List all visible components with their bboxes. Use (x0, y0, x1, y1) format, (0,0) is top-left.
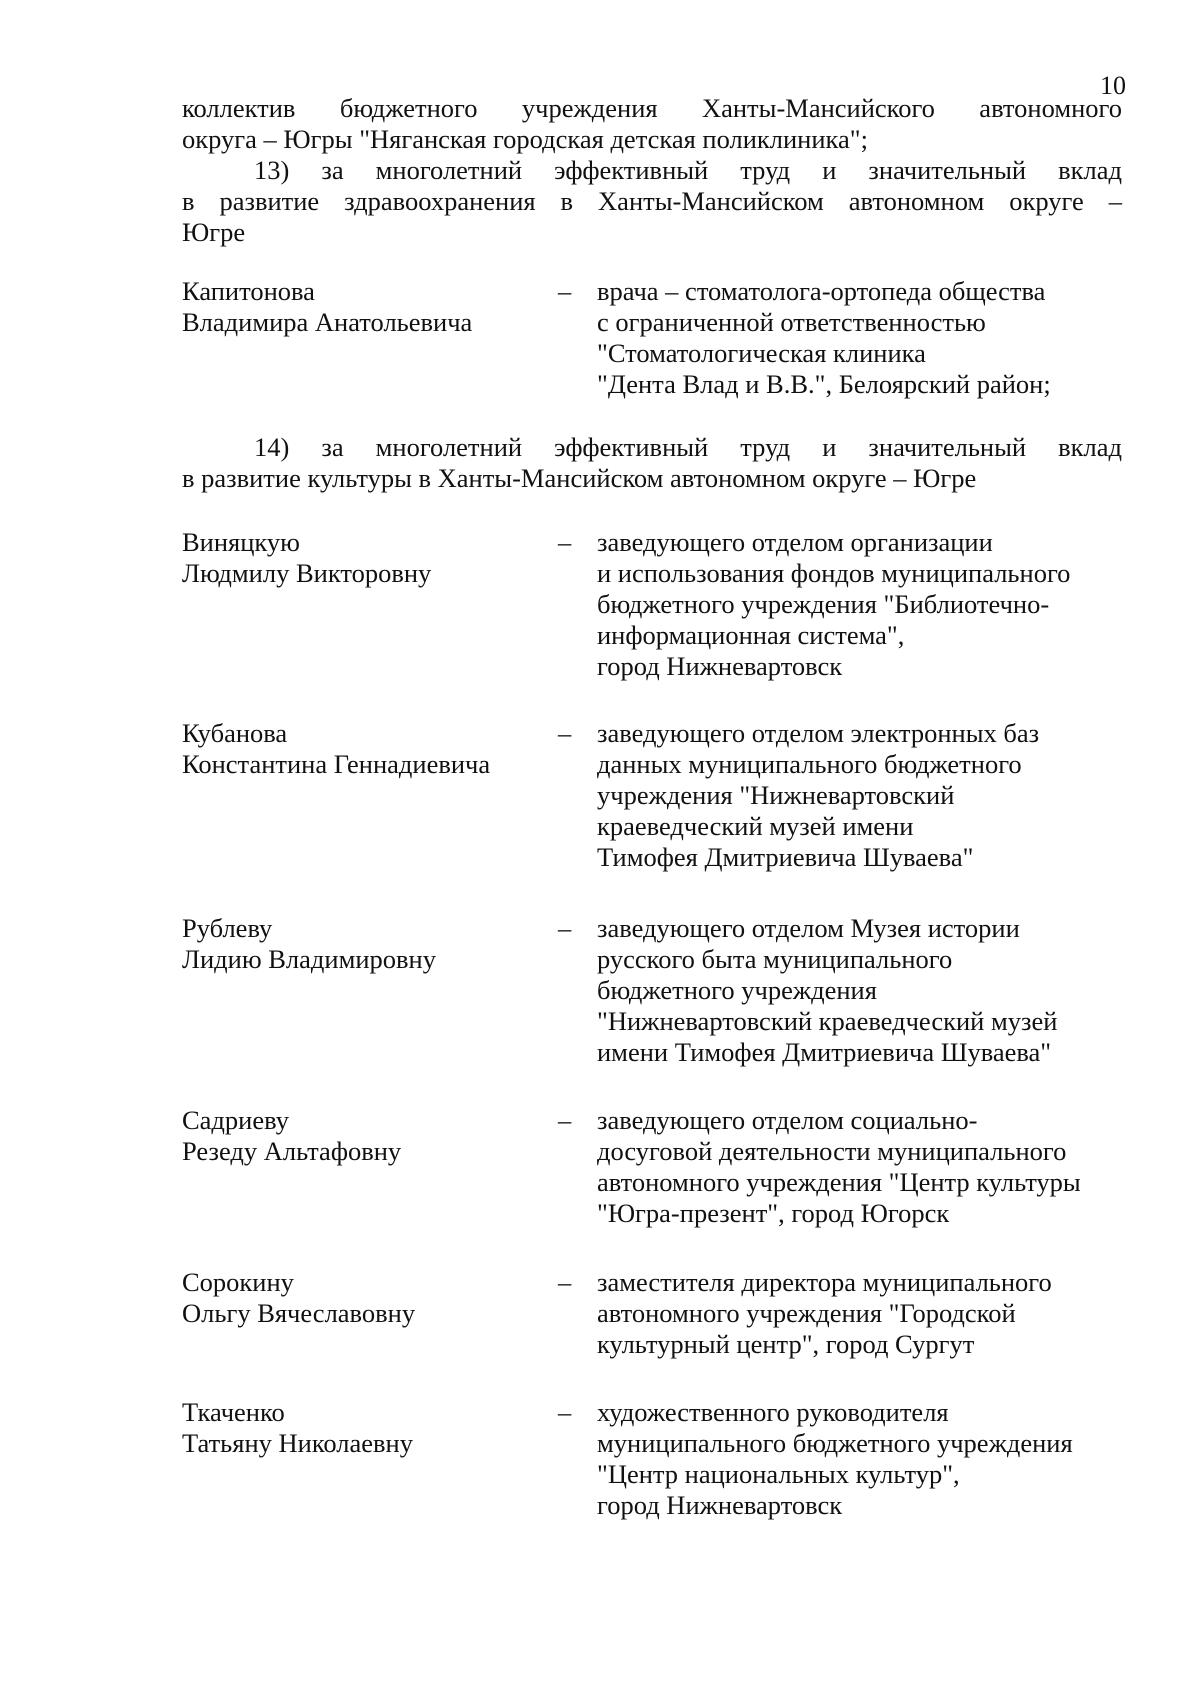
person-position: художественного руководителя муниципального бюджетного учреждения "Центр национальных культур", город Нижневартовск (597, 1397, 1073, 1520)
section-line: Югре (182, 217, 246, 247)
person-position: заведующего отделом организации и использования фондов муниципального бюджетного учреждения "Библиотечно- информационная система", город Нижневартовск (597, 527, 1071, 681)
entry-dash: – (558, 1105, 572, 1135)
person-name: Сорокину Ольгу Вячеславовну (182, 1267, 416, 1328)
person-position: заведующего отделом Музея истории русского быта муниципального бюджетного учреждения "Нижневартовский краеведческий музей имени Тимофея Дмитриевича Шуваева" (597, 913, 1058, 1067)
section-line: 13) за многолетний эффективный труд и значительный вклад (254, 155, 1122, 185)
entry-dash: – (558, 718, 572, 748)
section-line: 14) за многолетний эффективный труд и значительный вклад (254, 432, 1122, 462)
person-position: заведующего отделом социально- досуговой деятельности муниципального автономного учреждения "Центр культуры "Югра-презент", город Югорск (597, 1105, 1081, 1228)
intro-paragraph (182, 93, 1122, 155)
section-line: в развитие здравоохранения в Ханты-Мансийском автономном округе – (182, 186, 1122, 216)
person-name: Виняцкую Людмилу Викторовну (182, 527, 432, 588)
person-position: заведующего отделом электронных баз данных муниципального бюджетного учреждения "Нижневартовский краеведческий музей имени Тимофея Дмитриевича Шуваева" (597, 718, 1040, 872)
person-name: Садриеву Резеду Альтафовну (182, 1105, 402, 1166)
entry-dash: – (558, 913, 572, 943)
person-name: Кубанова Константина Геннадиевича (182, 718, 491, 779)
section-13-heading (182, 155, 1122, 248)
person-name: Рублеву Лидию Владимировну (182, 913, 436, 974)
intro-line: округа – Югры "Няганская городская детская поликлиника"; (182, 124, 868, 154)
section-line: в развитие культуры в Ханты-Мансийском автономном округе – Югре (182, 463, 977, 493)
person-position: врача – стоматолога-ортопеда общества с ограниченной ответственностью "Стоматологическая клиника "Дента Влад и В.В.", Белоярский район; (597, 276, 1051, 399)
section-14-heading (182, 432, 1122, 494)
intro-line: коллектив бюджетного учреждения Ханты-Мансийского автономного (182, 93, 1122, 123)
person-name: Ткаченко Татьяну Николаевну (182, 1397, 413, 1458)
entry-dash: – (558, 1397, 572, 1427)
entry-dash: – (558, 1267, 572, 1297)
entry-dash: – (558, 276, 572, 306)
page-number: 10 (1100, 71, 1126, 100)
entry-dash: – (558, 527, 572, 557)
person-name: Капитонова Владимира Анатольевича (182, 276, 473, 337)
person-position: заместителя директора муниципального автономного учреждения "Городской культурный центр", город Сургут (597, 1267, 1052, 1359)
